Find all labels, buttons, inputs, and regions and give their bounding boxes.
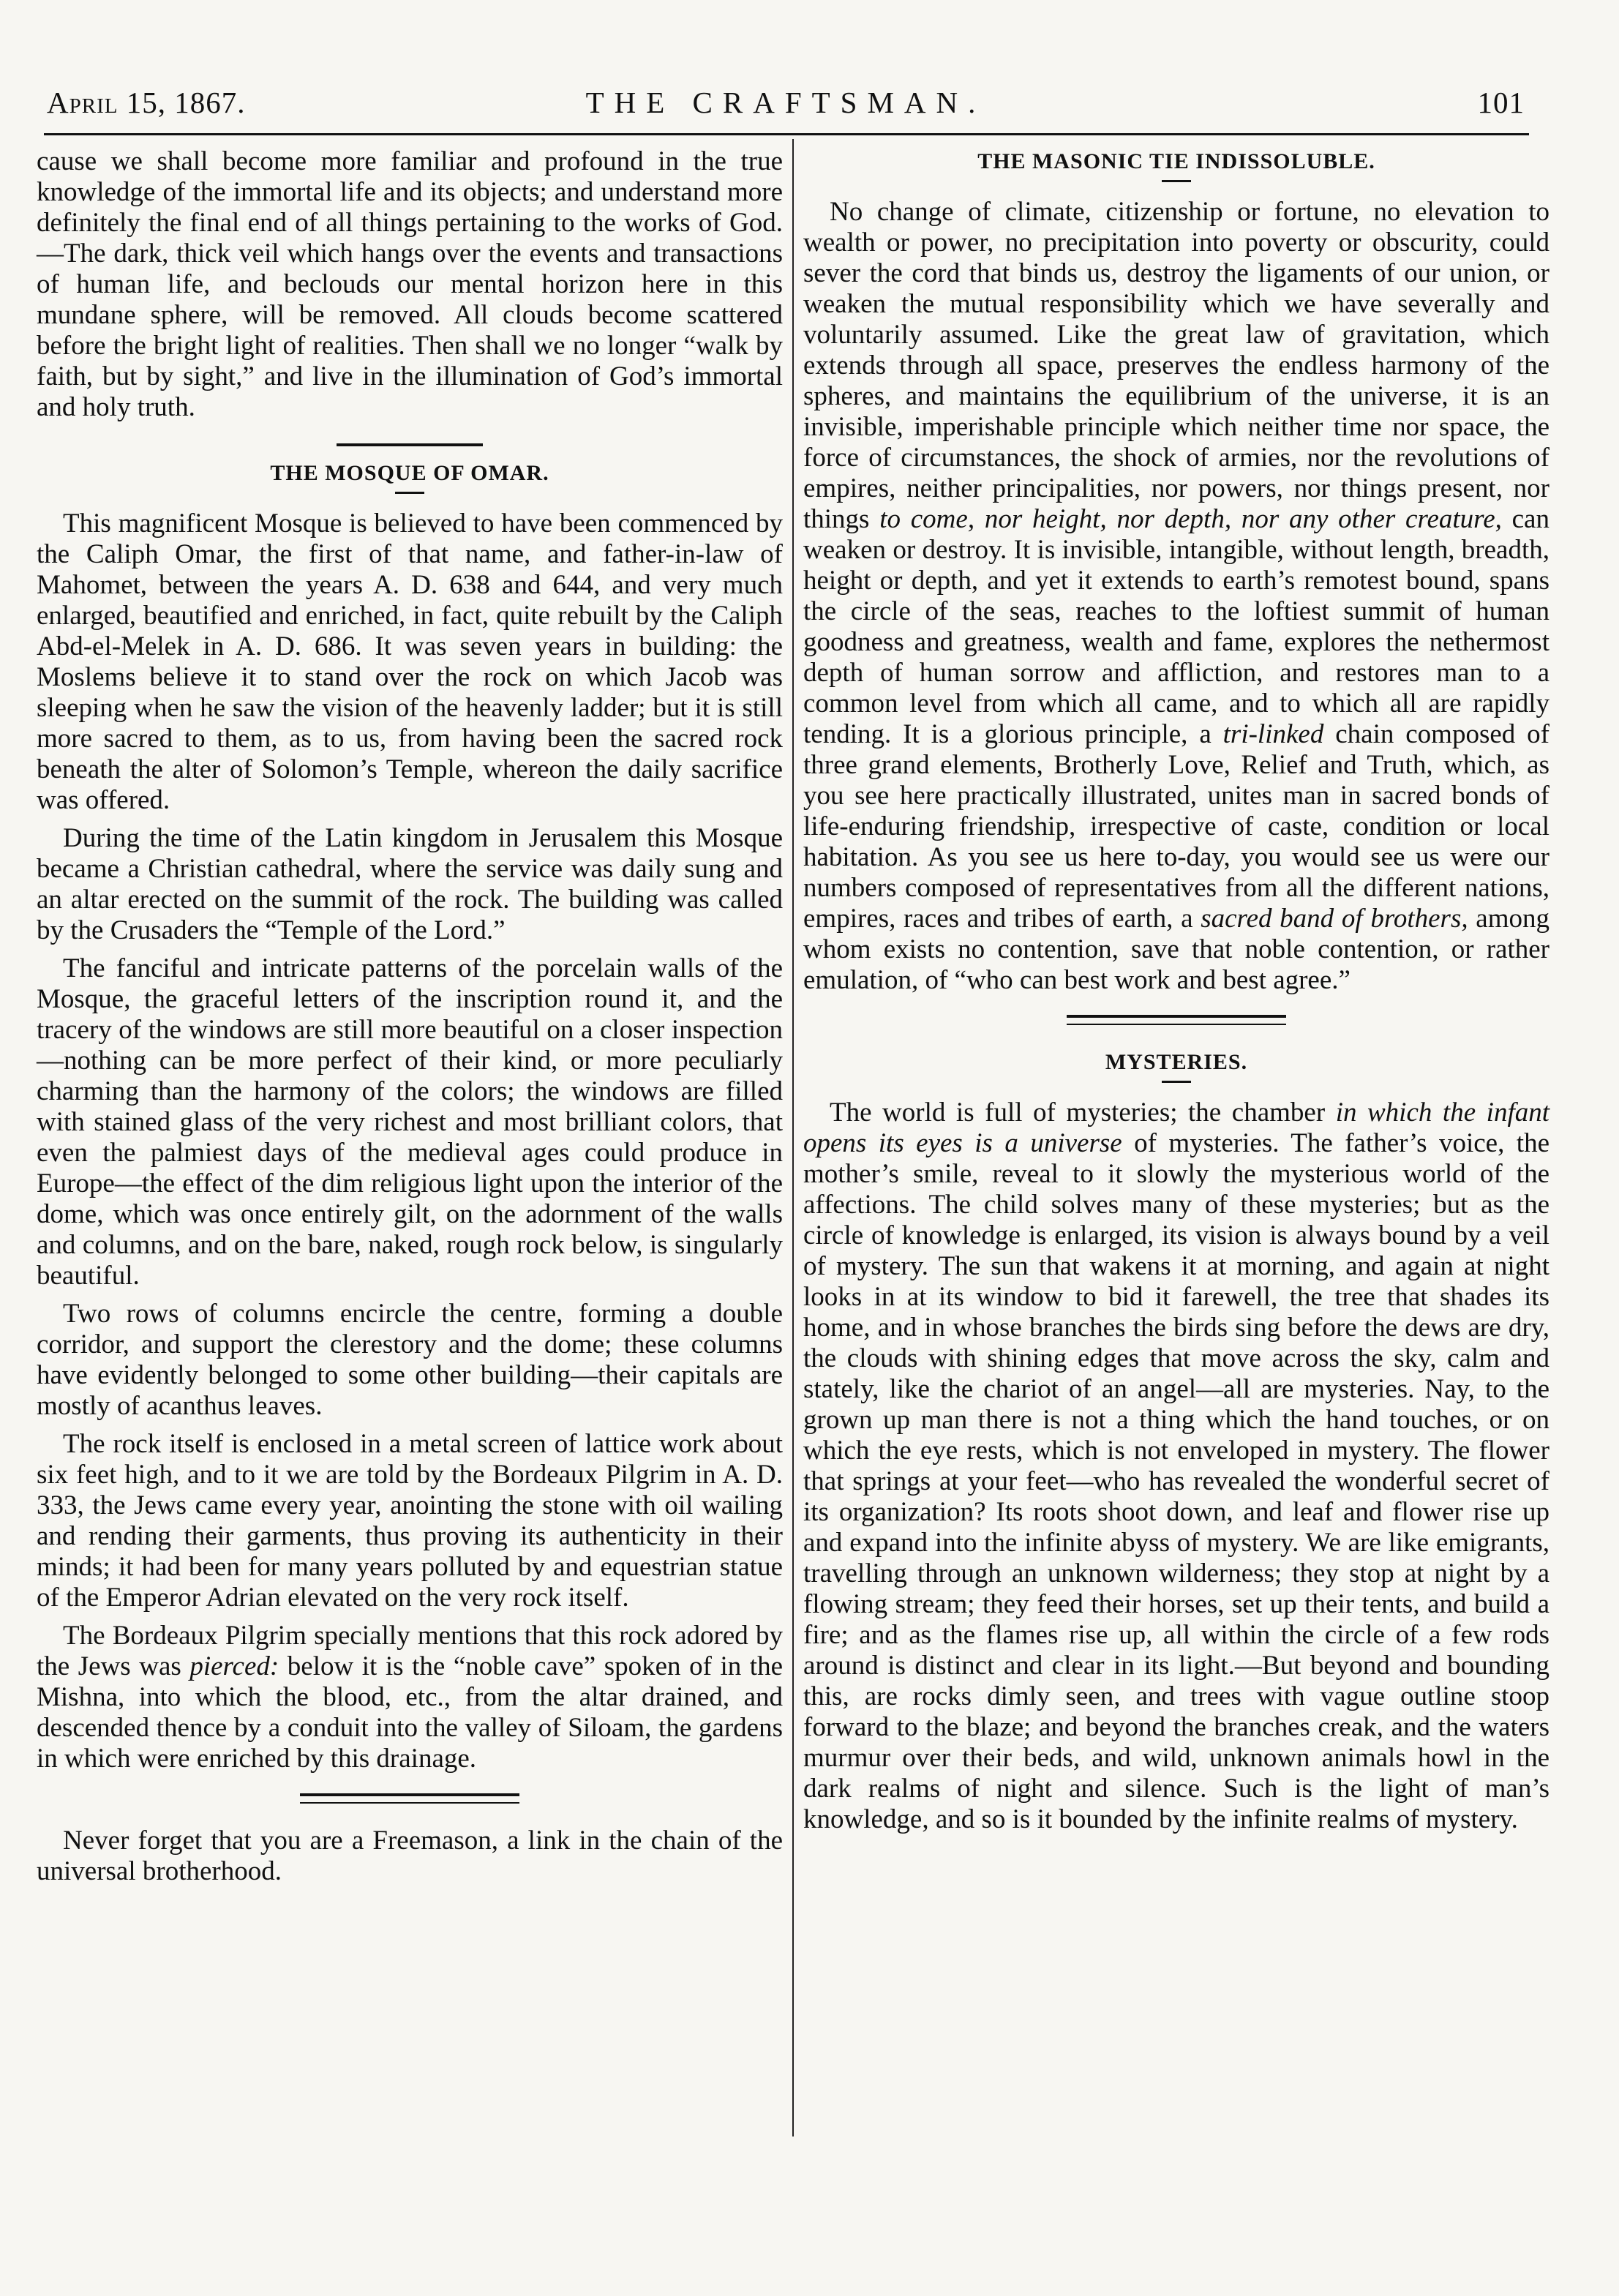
text-run: can weaken or destroy. It is invisible, intangible, without length, breadth, height or depth, and yet it extends to earth’s remotest bound, spans the circle of the seas, reaches to the loftiest summit of human goodness and greatness, wealth and fame, explores the nethermost depth of human sorrow and affliction, and restores man to a common level from which all came, and to which all are rapidly tending. It is a glorious principle, a — [803, 504, 1549, 749]
italic-run: in which the infant opens its eyes is a universe — [803, 1098, 1550, 1158]
text-run: No change of climate, citizenship or fortune, no elevation to wealth or power, no precipitation into poverty or obscurity, could sever the cord that binds us, destroy the ligaments of our union, or weaken the mutual responsibility which we have severally and voluntarily assumed. Like the great law of gravitation, which extends through all space, preserves the endless harmony of the spheres, and maintains the equilibrium of the universe, it is an invisible, imperishable principle which neither time nor space, the force of circumstances, the shock of armies, nor the revolutions of empires, neither principalities, nor powers, nor things present, nor things — [803, 197, 1549, 534]
column-divider — [792, 139, 794, 2136]
header-rule — [44, 133, 1529, 135]
mosque-paragraph-1: This magnificent Mosque is believed to have been commenced by the Caliph Omar, the first of that name, and father-in-law of Mahomet, between the years A. D. 638 and 644, and very much enlarged, beautified and enriched, in fact, quite rebuilt by the Caliph Abd-el-Melek in A. D. 686. It was seven years in building: the Moslems believe it to stand over the rock on which Jacob was sleeping when he saw the vision of the heavenly ladder; but it is still more sacred to them, as to us, from having been the sacred rock beneath the alter of Solomon’s Temple, whereon the daily sacrifice was offered. — [37, 509, 783, 815]
mosque-paragraph-5: The rock itself is enclosed in a metal screen of lattice work about six feet high, and to it we are told by the Bordeaux Pilgrim in A. D. 333, the Jews came every year, anointing the stone with oil wailing and rending their garments, thus proving its authenticity in their minds; it had been for many years polluted by and equestrian statue of the Emperor Adrian elevated on the very rock itself. — [37, 1429, 783, 1613]
text-run: The world is full of mysteries; the chamber — [830, 1098, 1336, 1128]
closing-paragraph: Never forget that you are a Freemason, a link in the chain of the universal brotherhood. — [37, 1826, 783, 1886]
masonic-tie-paragraph — [803, 197, 1549, 996]
left-column — [37, 146, 783, 1894]
issue-date: April 15, 1867. — [47, 86, 246, 119]
article-heading-mosque: THE MOSQUE OF OMAR. — [270, 461, 549, 485]
heading-dash — [1162, 180, 1191, 182]
heading-dash — [395, 492, 424, 494]
section-divider — [1067, 1015, 1286, 1025]
article-heading-masonic-tie: THE MASONIC TIE INDISSOLUBLE. — [977, 149, 1375, 173]
text-run: chain composed of three grand elements, Brotherly Love, Relief and Truth, which, as you see here practically illustrated, unites man in sacred bonds of life-enduring friendship, irrespective of caste, condition or local habitation. As you see us here to-day, you would see us were our numbers composed of representatives from all the different nations, empires, races and tribes of earth, a — [803, 719, 1549, 934]
italic-run: tri-linked — [1222, 719, 1324, 749]
mosque-paragraph-3: The fanciful and intricate patterns of the porcelain walls of the Mosque, the graceful letters of the inscription round it, and the tracery of the windows are still more beautiful on a closer inspection—nothing can be more perfect of their kind, or more peculiarly charming than the harmony of the colors; the windows are filled with stained glass of the very richest and most brilliant colors, that even the palmiest days of the medieval ages could produce in Europe—the effect of the dim religious light upon the interior of the dome, which was once entirely gilt, on the adornment of the walls and columns, and on the bare, naked, rough rock below, is singularly beautiful. — [37, 953, 783, 1291]
mosque-paragraph-6 — [37, 1621, 783, 1774]
text-run: The Bordeaux Pilgrim specially mentions that this rock adored by the Jews was — [37, 1621, 783, 1681]
continued-paragraph: cause we shall become more familiar and profound in the true knowledge of the immortal life and its objects; and understand more definitely the final end of all things pertaining to the works of God.—The dark, thick veil which hangs over the events and transactions of human life, and beclouds our mental horizon here in this mundane sphere, will be removed. All clouds become scattered before the bright light of realities. Then shall we no longer “walk by faith, but by sight,” and live in the illumination of God’s immortal and holy truth. — [37, 146, 783, 422]
heading-dash — [1162, 1081, 1191, 1083]
publication-title: THE CRAFTSMAN. — [585, 86, 986, 119]
page-number: 101 — [1477, 86, 1525, 119]
section-divider — [300, 1793, 519, 1804]
text-run: among whom exists no contention, save that noble contention, or rather emulation, of “who can best work and best agree.” — [803, 904, 1549, 995]
italic-run: sacred band of brothers, — [1201, 904, 1468, 934]
italic-run: pierced: — [189, 1651, 279, 1681]
article-heading-mysteries: MYSTERIES. — [1105, 1050, 1248, 1074]
text-run: below it is the “noble cave” spoken of in the Mishna, into which the blood, etc., from the altar drained, and descended thence by a conduit into the valley of Siloam, the gardens in which were enriched by this drainage. — [37, 1651, 783, 1774]
page-header — [47, 79, 1525, 123]
italic-run: to come, nor height, nor depth, nor any other creature, — [879, 504, 1502, 534]
mysteries-paragraph — [803, 1098, 1549, 1835]
section-divider — [337, 443, 483, 446]
text-run: of mysteries. The father’s voice, the mother’s smile, reveal to it slowly the mysterious world of the affections. The child solves many of these mysteries; but as the circle of knowledge is enlarged, its vision is always bound by a veil of mystery. The sun that wakens it at morning, and again at night looks in at its window to bid it farewell, the tree that shades its home, and in whose branches the birds sing before the dews are dry, the clouds with shining edges that move across the sky, calm and stately, like the chariot of an angel—all are mysteries. Nay, to the grown up man there is not a thing which the hand touches, or on which the eye rests, which is not enveloped in mystery. The flower that springs at your feet—who has revealed the wonderful secret of its organization? Its roots shoot down, and leaf and flower rise up and expand into the infinite abyss of mystery. We are like emigrants, travelling through an unknown wilderness; they stop at night by a flowing stream; they feed their horses, set up their tents, and build a fire; and as the flames rise up, all within the circle of a few rods around is distinct and clear in its light.—But beyond and bounding this, are rocks dimly seen, and trees with vague outline stoop forward to the blaze; and beyond the branches creak, and the waters murmur over their beds, and wild, unknown animals howl in the dark realms of night and silence. Such is the light of man’s knowledge, and so is it bounded by the infinite realms of mystery. — [803, 1128, 1549, 1834]
mosque-paragraph-2: During the time of the Latin kingdom in Jerusalem this Mosque became a Christian cathedral, where the service was daily sung and an altar erected on the summit of the rock. The building was called by the Crusaders the “Temple of the Lord.” — [37, 823, 783, 945]
mosque-paragraph-4: Two rows of columns encircle the centre, forming a double corridor, and support the clerestory and the dome; these columns have evidently belonged to some other building—their capitals are mostly of acanthus leaves. — [37, 1299, 783, 1421]
right-column — [803, 146, 1549, 1842]
